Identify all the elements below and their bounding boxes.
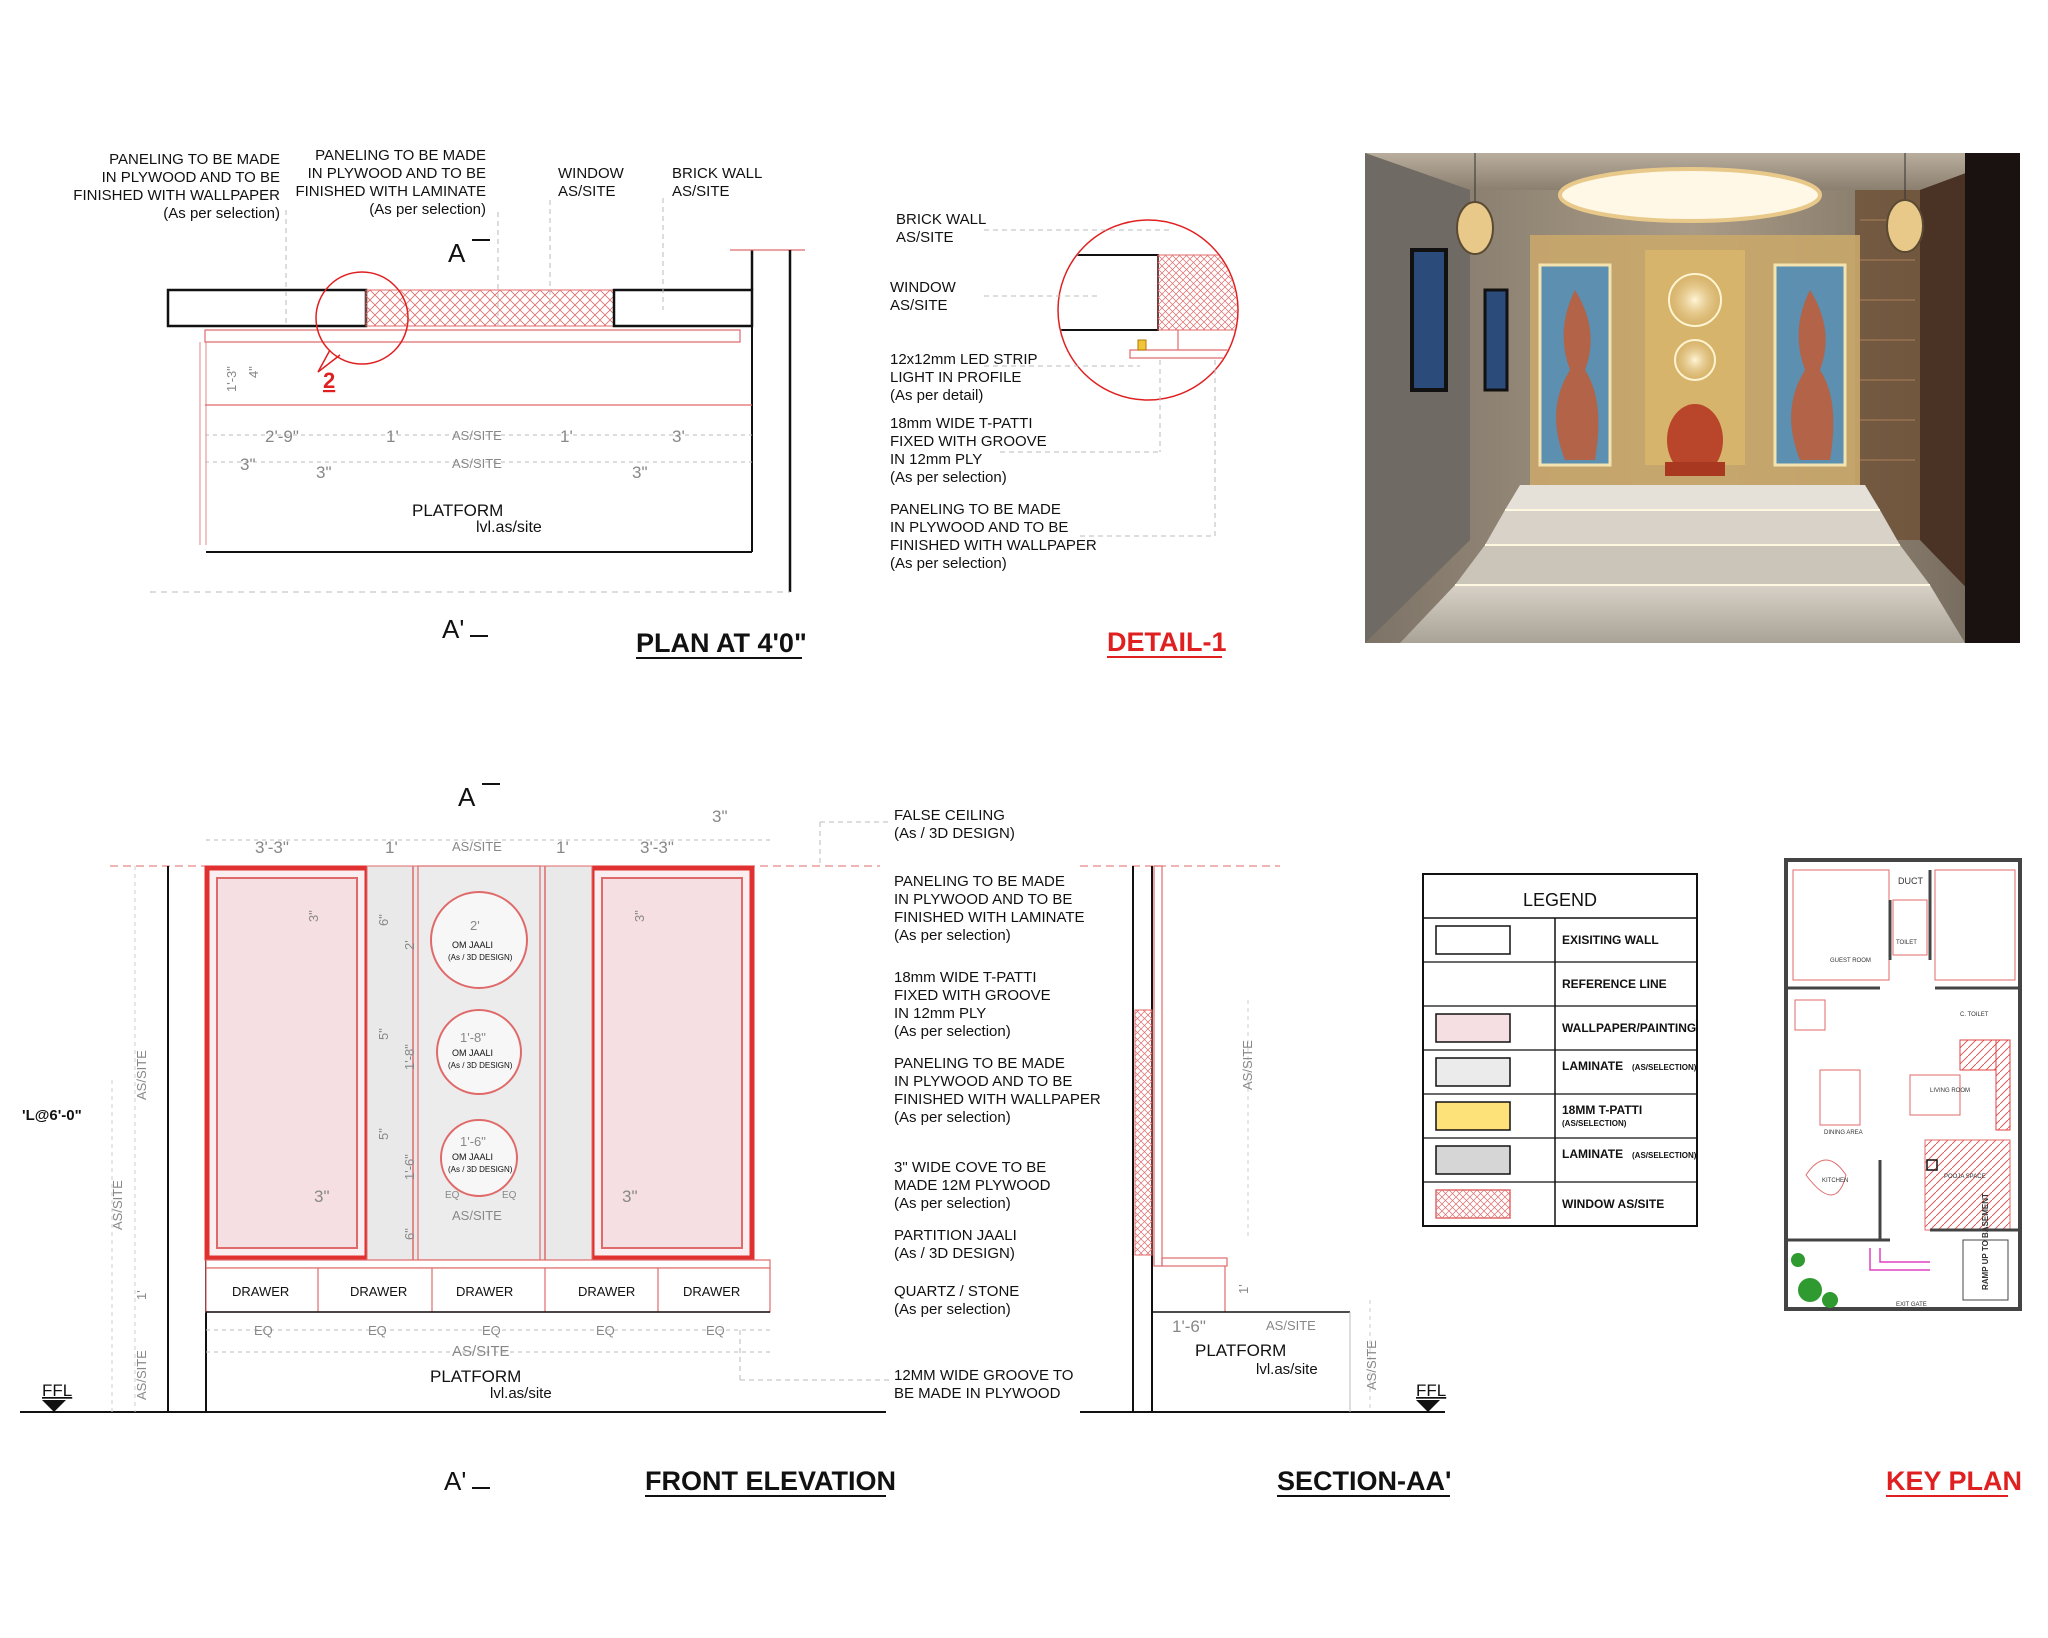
detail-note-wallpaper-l2: IN PLYWOOD AND TO BE [890,519,1069,536]
plan-note-laminate [295,147,486,218]
plan-note-window-l2: AS/SITE [558,183,616,200]
elev-dim-v2: 2' [402,940,417,950]
keyplan-label-kitchen: KITCHEN [1822,1178,1849,1184]
elev-note-tpatti-l2: FIXED WITH GROOVE [894,987,1051,1004]
elev-note-partition-l1: PARTITION JAALI [894,1227,1017,1244]
elev-platform-level: lvl.as/site [490,1385,552,1402]
section-dim-1: 1'-6" [1172,1317,1206,1336]
jaali-3-name: OM JAALI [452,1152,494,1162]
plan-detail-tag: 2 [323,368,336,393]
drawer-2-label: DRAWER [350,1284,408,1299]
legend-label-7: WINDOW AS/SITE [1562,1197,1665,1211]
section-dim-v2: AS/SITE [1364,1340,1379,1390]
legend-label-2: REFERENCE LINE [1562,977,1667,991]
jaali-1-name: OM JAALI [452,940,494,950]
jaali-2-name: OM JAALI [452,1048,494,1058]
plan-note-brick-l2: AS/SITE [672,183,730,200]
elevation-section-mark-bottom: A' [444,1466,467,1496]
plan-dim-6: 3" [240,455,256,474]
plan-dim-1: 2'-9" [265,427,299,446]
eq-1: EQ [254,1323,273,1338]
elev-note-tpatti-l3: IN 12mm PLY [894,1005,987,1022]
elev-dim-as-site-bottom: AS/SITE [452,1343,510,1360]
elev-dim-v18: 1'-8" [402,1044,417,1070]
keyplan-label-duct: DUCT [1898,876,1923,886]
detail-note-tpatti-l4: (As per selection) [890,469,1007,486]
plan-note-laminate-l2: IN PLYWOOD AND TO BE [307,165,486,182]
elev-dim-top2: 1' [385,838,398,857]
elev-dim-top4: 1' [556,838,569,857]
plan-note-laminate-l3: FINISHED WITH LAMINATE [295,183,486,200]
elev-note-groove-l1: 12MM WIDE GROOVE TO [894,1367,1074,1384]
drawer-5-label: DRAWER [683,1284,741,1299]
elev-note-laminate-l1: PANELING TO BE MADE [894,873,1065,890]
elev-dim-inner-3c: 3" [314,1187,330,1206]
plan-dim-9: 3" [632,463,648,482]
detail-note-brick-l1: BRICK WALL [896,211,987,228]
plan-dim-5: 3' [672,427,685,446]
jaali-3-note: (As / 3D DESIGN) [448,1165,513,1174]
plan-section-mark-bottom: A' [442,614,465,644]
elev-dim-top3: AS/SITE [452,839,502,854]
keyplan-label-pooja: POOJA SPACE [1944,1174,1986,1180]
eq-5: EQ [706,1323,725,1338]
jaali-1-size: 2' [470,918,480,933]
legend-label-3: WALLPAPER/PAINTING [1562,1021,1697,1035]
elev-note-wallpaper-l3: FINISHED WITH WALLPAPER [894,1091,1101,1108]
elev-note-quartz-l1: QUARTZ / STONE [894,1283,1020,1300]
elev-note-laminate-l3: FINISHED WITH LAMINATE [894,909,1085,926]
plan-dim-8: AS/SITE [452,456,502,471]
elev-dim-inner-3d: 3" [622,1187,638,1206]
elev-level-label: 'L@6'-0" [22,1107,82,1124]
section-ffl-label: FFL [1416,1381,1447,1400]
elev-note-ceiling-l1: FALSE CEILING [894,807,1005,824]
plan-dim-4: 1' [560,427,573,446]
keyplan-title: KEY PLAN [1886,1466,2023,1496]
plan-note-wallpaper-l2: IN PLYWOOD AND TO BE [101,169,280,186]
elev-note-tpatti-l4: (As per selection) [894,1023,1011,1040]
elev-note-wallpaper-l2: IN PLYWOOD AND TO BE [894,1073,1073,1090]
drawer-3-label: DRAWER [456,1284,514,1299]
plan-section-mark-top: A [448,238,466,268]
drawer-1-label: DRAWER [232,1284,290,1299]
elev-note-tpatti-l1: 18mm WIDE T-PATTI [894,969,1037,986]
detail-note-tpatti-l3: IN 12mm PLY [890,451,983,468]
legend-sublabel-5: (AS/SELECTION) [1562,1119,1627,1128]
elev-platform: PLATFORM [430,1367,522,1386]
elev-dim-left-b: AS/SITE [110,1180,125,1230]
plan-note-window-l1: WINDOW [558,165,624,182]
plan-dim-2: 1' [386,427,399,446]
elev-dim-top6: 3" [712,807,728,826]
elev-dim-v5a: 5" [376,1028,391,1040]
legend-title: LEGEND [1522,890,1598,910]
eq-3: EQ [482,1323,501,1338]
section-dim-v3: 1' [1236,1284,1251,1294]
eq-2: EQ [368,1323,387,1338]
elev-dim-v6b: 6" [402,1228,417,1240]
elev-note-wallpaper-l1: PANELING TO BE MADE [894,1055,1065,1072]
plan-note-brick-l1: BRICK WALL [672,165,763,182]
detail-note-wallpaper-l3: FINISHED WITH WALLPAPER [890,537,1097,554]
elev-dim-inner-3a: 3" [306,910,321,922]
detail-title: DETAIL-1 [1107,627,1227,657]
plan-dim-3: AS/SITE [452,428,502,443]
legend-label-6: LAMINATE [1562,1147,1624,1161]
legend-sublabel-4: (AS/SELECTION) [1632,1063,1697,1072]
detail-note-led-l1: 12x12mm LED STRIP [890,351,1038,368]
elev-note-laminate-l4: (As per selection) [894,927,1011,944]
elev-dim-top5: 3'-3" [640,838,674,857]
section-dim-2: AS/SITE [1266,1318,1316,1333]
jaali-1-note: (As / 3D DESIGN) [448,953,513,962]
jaali-2-note: (As / 3D DESIGN) [448,1061,513,1070]
section-dim-v1: AS/SITE [1240,1040,1255,1090]
detail-note-window-l2: AS/SITE [890,297,948,314]
detail-note-tpatti-l2: FIXED WITH GROOVE [890,433,1047,450]
elev-note-quartz-l2: (As per selection) [894,1301,1011,1318]
detail-note-window-l1: WINDOW [890,279,956,296]
plan-note-wallpaper-l1: PANELING TO BE MADE [109,151,280,168]
elev-note-partition-l2: (As / 3D DESIGN) [894,1245,1015,1262]
jaali-2-size: 1'-8" [460,1030,486,1045]
plan-title: PLAN AT 4'0" [636,628,807,658]
legend-label-5: 18MM T-PATTI [1562,1103,1643,1117]
keyplan-label-exit: EXIT GATE [1896,1302,1927,1308]
legend-label-4: LAMINATE [1562,1059,1624,1073]
detail-note-brick-l2: AS/SITE [896,229,954,246]
elev-dim-left-c: 1' [134,1290,149,1300]
plan-platform: PLATFORM [412,501,504,520]
plan-note-laminate-l4: (As per selection) [369,201,486,218]
plan-dim-v2: 4" [246,366,261,378]
detail-note-led-l3: (As per detail) [890,387,984,404]
legend-sublabel-6: (AS/SELECTION) [1632,1151,1697,1160]
elev-note-cove-l2: MADE 12M PLYWOOD [894,1177,1051,1194]
section-platform: PLATFORM [1195,1341,1287,1360]
elev-dim-inner-3b: 3" [632,910,647,922]
elev-note-cove-l1: 3" WIDE COVE TO BE [894,1159,1047,1176]
plan-dim-7: 3" [316,463,332,482]
elev-note-wallpaper-l4: (As per selection) [894,1109,1011,1126]
elevation-title: FRONT ELEVATION [645,1466,896,1496]
elev-dim-left-a: AS/SITE [134,1050,149,1100]
section-title: SECTION-AA' [1277,1466,1452,1496]
elev-note-groove-l2: BE MADE IN PLYWOOD [894,1385,1061,1402]
legend-label-1: EXISITING WALL [1562,933,1659,947]
elev-dim-eq-a: EQ [445,1190,460,1201]
elev-dim-left-d: AS/SITE [134,1350,149,1400]
keyplan-label-dining: DINING AREA [1824,1130,1863,1136]
jaali-3-size: 1'-6" [460,1134,486,1149]
detail-note-wallpaper-l4: (As per selection) [890,555,1007,572]
detail-note-wallpaper-l1: PANELING TO BE MADE [890,501,1061,518]
detail-note-led-l2: LIGHT IN PROFILE [890,369,1022,386]
keyplan-label-living: LIVING ROOM [1930,1088,1971,1094]
detail-note-tpatti-l1: 18mm WIDE T-PATTI [890,415,1033,432]
elevation-section-mark-top: A [458,782,476,812]
elev-dim-v16: 1'-6" [402,1154,417,1180]
elev-dim-v5b: 5" [376,1128,391,1140]
elev-note-laminate-l2: IN PLYWOOD AND TO BE [894,891,1073,908]
section-platform-level: lvl.as/site [1256,1361,1318,1378]
elev-dim-top1: 3'-3" [255,838,289,857]
plan-platform-level: lvl.as/site [476,519,542,536]
plan-note-wallpaper-l3: FINISHED WITH WALLPAPER [73,187,280,204]
plan-note-wallpaper [73,151,280,222]
elev-note-cove-l3: (As per selection) [894,1195,1011,1212]
plan-note-laminate-l1: PANELING TO BE MADE [315,147,486,164]
plan-note-wallpaper-l4: (As per selection) [163,205,280,222]
drawer-4-label: DRAWER [578,1284,636,1299]
elev-note-ceiling-l2: (As / 3D DESIGN) [894,825,1015,842]
keyplan-label-toilet: TOILET [1896,940,1917,946]
elev-dim-as-site-mid: AS/SITE [452,1208,502,1223]
eq-4: EQ [596,1323,615,1338]
plan-dim-v1: 1'-3" [224,366,239,392]
elev-ffl-label: FFL [42,1381,73,1400]
elev-dim-eq-b: EQ [502,1190,517,1201]
elev-dim-v6: 6" [376,914,391,926]
keyplan-label-guest: GUEST ROOM [1830,958,1871,964]
keyplan-label-ctoilet: C. TOILET [1960,1012,1989,1018]
keyplan-label-ramp: RAMP UP TO BASEMENT [1981,1193,1990,1290]
